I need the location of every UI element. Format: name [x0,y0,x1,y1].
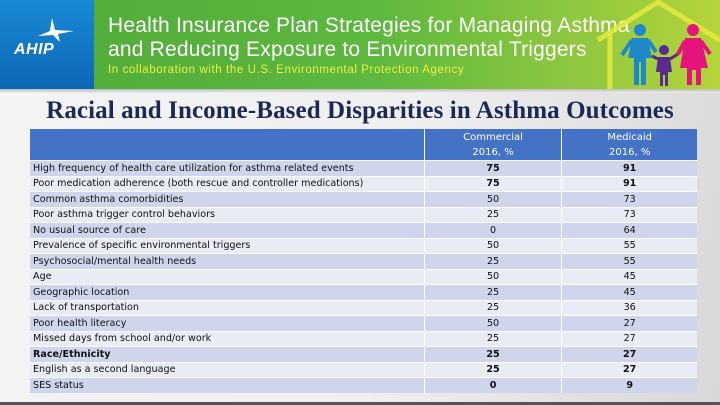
table-row [30,316,697,332]
medicaid-value: 55 [562,238,697,254]
row-label: Lack of transportation [30,300,424,316]
banner-title-line2: and Reducing Exposure to Environmental Triggers [108,38,587,61]
table-row [30,176,697,192]
header-commercial [424,129,562,161]
logo-text: AHIP [14,41,55,58]
table-row [30,161,697,177]
table-row [30,238,697,254]
row-label: High frequency of health care utilization for asthma related events [30,161,424,177]
commercial-value: 50 [424,238,562,254]
commercial-value: 25 [424,347,562,363]
row-label: English as a second language [30,362,424,378]
row-label: Prevalence of specific environmental triggers [30,238,424,254]
commercial-value: 50 [424,269,562,285]
medicaid-value: 73 [562,192,697,208]
table-row [30,362,697,378]
row-label: Common asthma comorbidities [30,192,424,208]
medicaid-value: 27 [562,347,697,363]
header-medicaid-line1: Medicaid [607,131,653,143]
table-header-row [30,129,697,161]
header-medicaid [562,129,697,161]
medicaid-value: 45 [562,285,697,301]
row-label: SES status [30,378,424,393]
commercial-value: 25 [424,331,562,347]
medicaid-value: 27 [562,331,697,347]
table-row [30,207,697,223]
table-row [30,254,697,270]
commercial-value: 75 [424,161,562,177]
table-row [30,223,697,239]
table-row [30,378,697,393]
commercial-value: 25 [424,300,562,316]
medicaid-value: 27 [562,316,697,332]
medicaid-value: 55 [562,254,697,270]
commercial-value: 25 [424,285,562,301]
medicaid-value: 91 [562,161,697,177]
page-title: Racial and Income-Based Disparities in Asthma Outcomes [46,97,674,124]
row-label: Poor asthma trigger control behaviors [30,207,424,223]
medicaid-value: 73 [562,207,697,223]
commercial-value: 75 [424,176,562,192]
ahip-logo [0,0,94,89]
row-label: Race/Ethnicity [30,347,424,363]
medicaid-value: 64 [562,223,697,239]
family-house-icon [580,0,720,89]
commercial-value: 0 [424,378,562,393]
table-row [30,300,697,316]
commercial-value: 25 [424,254,562,270]
header-commercial-line1: Commercial [463,131,523,143]
banner [0,0,720,89]
commercial-value: 25 [424,362,562,378]
table-row [30,347,697,363]
table-row [30,269,697,285]
header-commercial-line2: 2016, % [472,146,514,158]
row-label: Geographic location [30,285,424,301]
banner-title-line1: Health Insurance Plan Strategies for Managing Asthma [108,14,630,37]
commercial-value: 50 [424,316,562,332]
medicaid-value: 36 [562,300,697,316]
row-label: Age [30,269,424,285]
commercial-value: 50 [424,192,562,208]
table-row [30,331,697,347]
table-row [30,192,697,208]
banner-subtitle: In collaboration with the U.S. Environmental Protection Agency [108,64,465,76]
row-label: Psychosocial/mental health needs [30,254,424,270]
star-icon [38,18,74,42]
row-label: Poor medication adherence (both rescue and controller medications) [30,176,424,192]
table-row [30,285,697,301]
banner-title [108,14,630,62]
disparities-table [30,129,697,393]
medicaid-value: 9 [562,378,697,393]
row-label: No usual source of care [30,223,424,239]
header-medicaid-line2: 2016, % [609,146,651,158]
banner-divider [0,89,720,93]
medicaid-value: 91 [562,176,697,192]
medicaid-value: 45 [562,269,697,285]
commercial-value: 25 [424,207,562,223]
row-label: Poor health literacy [30,316,424,332]
row-label: Missed days from school and/or work [30,331,424,347]
commercial-value: 0 [424,223,562,239]
medicaid-value: 27 [562,362,697,378]
banner-title-area [94,0,720,89]
header-measure [30,129,424,161]
